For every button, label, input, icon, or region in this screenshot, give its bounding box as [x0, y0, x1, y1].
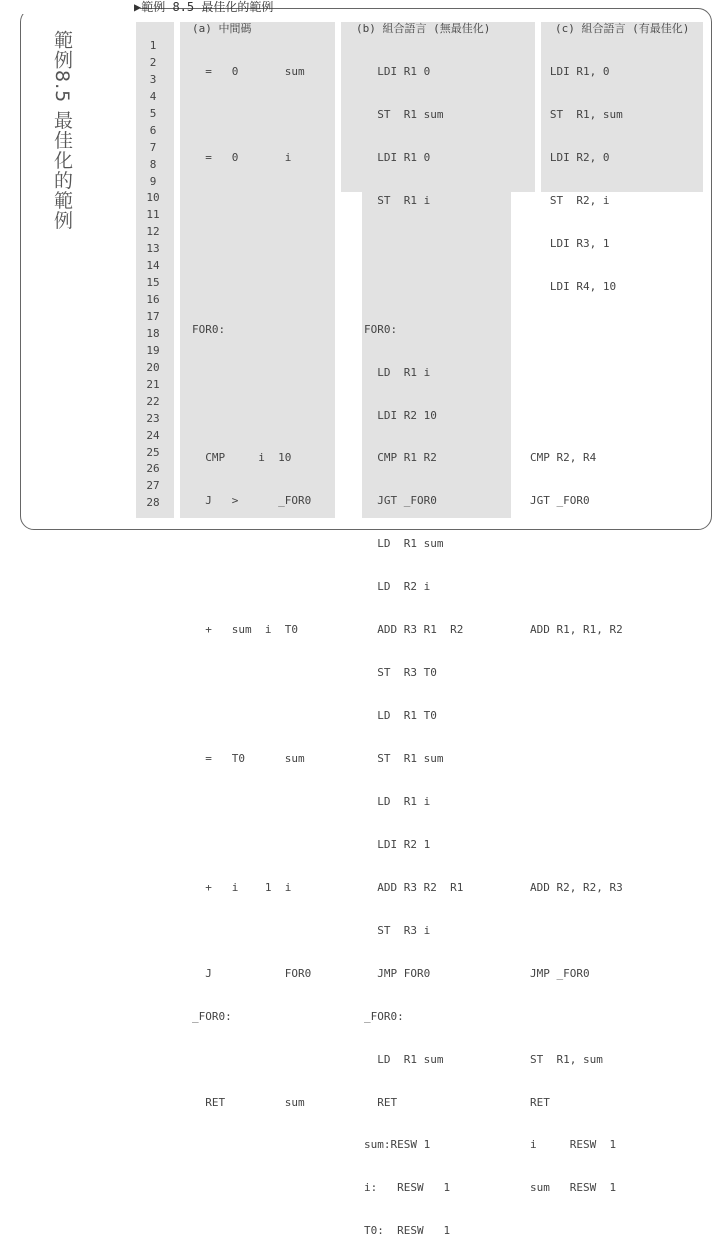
- code-line-b: T0: RESW 1: [364, 1224, 451, 1238]
- line-number: 2: [149, 55, 157, 69]
- code-line-b: LD R2 i: [364, 580, 431, 594]
- code-line-b: RET: [364, 1095, 398, 1109]
- code-line-c: ADD R2, R2, R3: [530, 880, 623, 894]
- code-line-b: JGT _FOR0: [364, 494, 437, 508]
- line-number: 21: [146, 377, 160, 391]
- code-line-c: ST R2, i: [530, 193, 610, 207]
- frame-gap: [10, 0, 140, 14]
- line-number: 24: [146, 428, 160, 442]
- code-line-c: RET: [530, 1095, 550, 1109]
- line-number: 5: [149, 106, 157, 120]
- code-line-a: [192, 1052, 311, 1069]
- code-line-b: FOR0:: [364, 322, 398, 336]
- code-line-a: [192, 794, 311, 811]
- code-line-a: [192, 708, 311, 725]
- assembly-unoptimized-column: [364, 38, 463, 1253]
- code-line-b: LDI R2 10: [364, 408, 437, 422]
- line-number: 18: [146, 326, 160, 340]
- code-line-a: [192, 408, 311, 425]
- code-line-c: [530, 1009, 623, 1026]
- code-line-b: CMP R1 R2: [364, 451, 437, 465]
- code-line-b: LD R1 i: [364, 365, 431, 379]
- line-number: 8: [149, 157, 157, 171]
- line-number: 13: [146, 242, 160, 256]
- line-number: 9: [149, 174, 157, 188]
- line-number: 7: [149, 140, 157, 154]
- line-number: 20: [146, 360, 160, 374]
- figure-caption: ▶範例 8.5 最佳化的範例: [134, 0, 274, 14]
- code-line-c: [530, 408, 623, 425]
- code-line-a: [192, 579, 311, 596]
- code-line-b: ST R1 sum: [364, 107, 444, 121]
- side-title: 範例8.5 最佳化的範例: [51, 30, 73, 231]
- code-line-c: [530, 708, 623, 725]
- code-line-c: [530, 365, 623, 382]
- line-number: 22: [146, 394, 160, 408]
- code-line-a: [192, 1180, 311, 1197]
- code-line-a: J > _FOR0: [192, 494, 312, 508]
- code-line-b: LD R1 sum: [364, 537, 444, 551]
- code-line-b: ST R1 i: [364, 193, 431, 207]
- code-line-a: [192, 1223, 311, 1240]
- code-line-b: JMP FOR0: [364, 966, 431, 980]
- code-line-a: _FOR0:: [192, 1009, 232, 1023]
- code-line-b: ADD R3 R1 R2: [364, 623, 464, 637]
- code-line-a: RET sum: [192, 1095, 305, 1109]
- code-line-a: [192, 193, 311, 210]
- code-line-b: LDI R1 0: [364, 65, 431, 78]
- code-line-c: [530, 794, 623, 811]
- code-line-a: = 0 sum: [192, 65, 305, 78]
- code-line-b: LD R1 T0: [364, 709, 437, 723]
- code-line-a: J FOR0: [192, 966, 312, 980]
- code-line-a: [192, 837, 311, 854]
- code-line-a: [192, 923, 311, 940]
- code-line-b: LDI R1 0: [364, 150, 431, 164]
- code-line-c: JGT _FOR0: [530, 494, 590, 508]
- line-number: 1: [149, 39, 157, 52]
- code-line-a: [192, 665, 311, 682]
- line-number: 23: [146, 411, 160, 425]
- header-c: (c) 組合語言 (有最佳化): [555, 22, 690, 35]
- line-number: 14: [146, 259, 160, 273]
- code-line-c: [530, 579, 623, 596]
- code-line-a: [192, 107, 311, 124]
- line-number: 12: [146, 225, 160, 239]
- code-line-c: [530, 536, 623, 553]
- code-line-c: LDI R2, 0: [530, 150, 610, 164]
- code-line-c: [530, 751, 623, 768]
- code-line-c: i RESW 1: [530, 1138, 617, 1152]
- code-line-a: CMP i 10: [192, 451, 292, 465]
- code-line-b: ADD R3 R2 R1: [364, 880, 464, 894]
- code-line-a: [192, 365, 311, 382]
- code-line-a: [192, 236, 311, 253]
- line-number: 11: [146, 208, 160, 222]
- code-line-c: [530, 322, 623, 339]
- line-number: 26: [146, 462, 160, 476]
- code-line-b: ST R3 T0: [364, 666, 437, 680]
- line-number: 19: [146, 343, 160, 357]
- code-line-c: [530, 923, 623, 940]
- code-line-c: [530, 665, 623, 682]
- code-line-c: LDI R1, 0: [530, 65, 610, 78]
- code-line-b: [364, 236, 463, 253]
- line-number: 28: [146, 496, 160, 510]
- code-line-b: i: RESW 1: [364, 1181, 451, 1195]
- line-number: 16: [146, 293, 160, 307]
- code-line-b: LDI R2 1: [364, 837, 431, 851]
- code-line-a: [192, 279, 311, 296]
- code-line-c: sum RESW 1: [530, 1181, 617, 1195]
- header-b: (b) 組合語言 (無最佳化): [356, 22, 491, 35]
- code-line-b: [364, 279, 463, 296]
- code-line-c: [530, 837, 623, 854]
- code-line-c: ADD R1, R1, R2: [530, 623, 623, 637]
- code-line-b: sum:RESW 1: [364, 1138, 431, 1152]
- code-line-c: JMP _FOR0: [530, 966, 590, 980]
- code-line-a: + i 1 i: [192, 880, 292, 894]
- line-number: 3: [149, 72, 157, 86]
- header-a: (a) 中間碼: [192, 22, 252, 35]
- line-number: 25: [146, 445, 160, 459]
- code-line-a: = 0 i: [192, 150, 292, 164]
- line-number: 27: [146, 479, 160, 493]
- code-line-b: LD R1 sum: [364, 1052, 444, 1066]
- assembly-optimized-column: [530, 38, 623, 1253]
- code-line-b: ST R1 sum: [364, 752, 444, 765]
- code-line-b: _FOR0:: [364, 1009, 404, 1023]
- code-line-a: = T0 sum: [192, 752, 305, 765]
- code-line-c: ST R1, sum: [530, 1052, 603, 1066]
- line-numbers: [140, 38, 166, 512]
- code-line-a: + sum i T0: [192, 623, 298, 637]
- code-line-a: [192, 1137, 311, 1154]
- line-number: 10: [146, 191, 160, 205]
- line-number: 4: [149, 89, 157, 103]
- code-line-c: ST R1, sum: [530, 107, 623, 121]
- code-line-c: [530, 1223, 623, 1240]
- code-line-a: FOR0:: [192, 322, 226, 336]
- code-line-c: LDI R3, 1: [530, 236, 610, 250]
- code-line-c: LDI R4, 10: [530, 279, 617, 293]
- code-line-c: CMP R2, R4: [530, 451, 597, 465]
- line-number: 17: [146, 310, 160, 323]
- line-number: 15: [146, 276, 160, 290]
- line-number: 6: [149, 123, 157, 137]
- code-line-b: LD R1 i: [364, 794, 431, 808]
- intermediate-code-column: [192, 38, 311, 1253]
- code-line-b: ST R3 i: [364, 923, 431, 937]
- code-line-a: [192, 536, 311, 553]
